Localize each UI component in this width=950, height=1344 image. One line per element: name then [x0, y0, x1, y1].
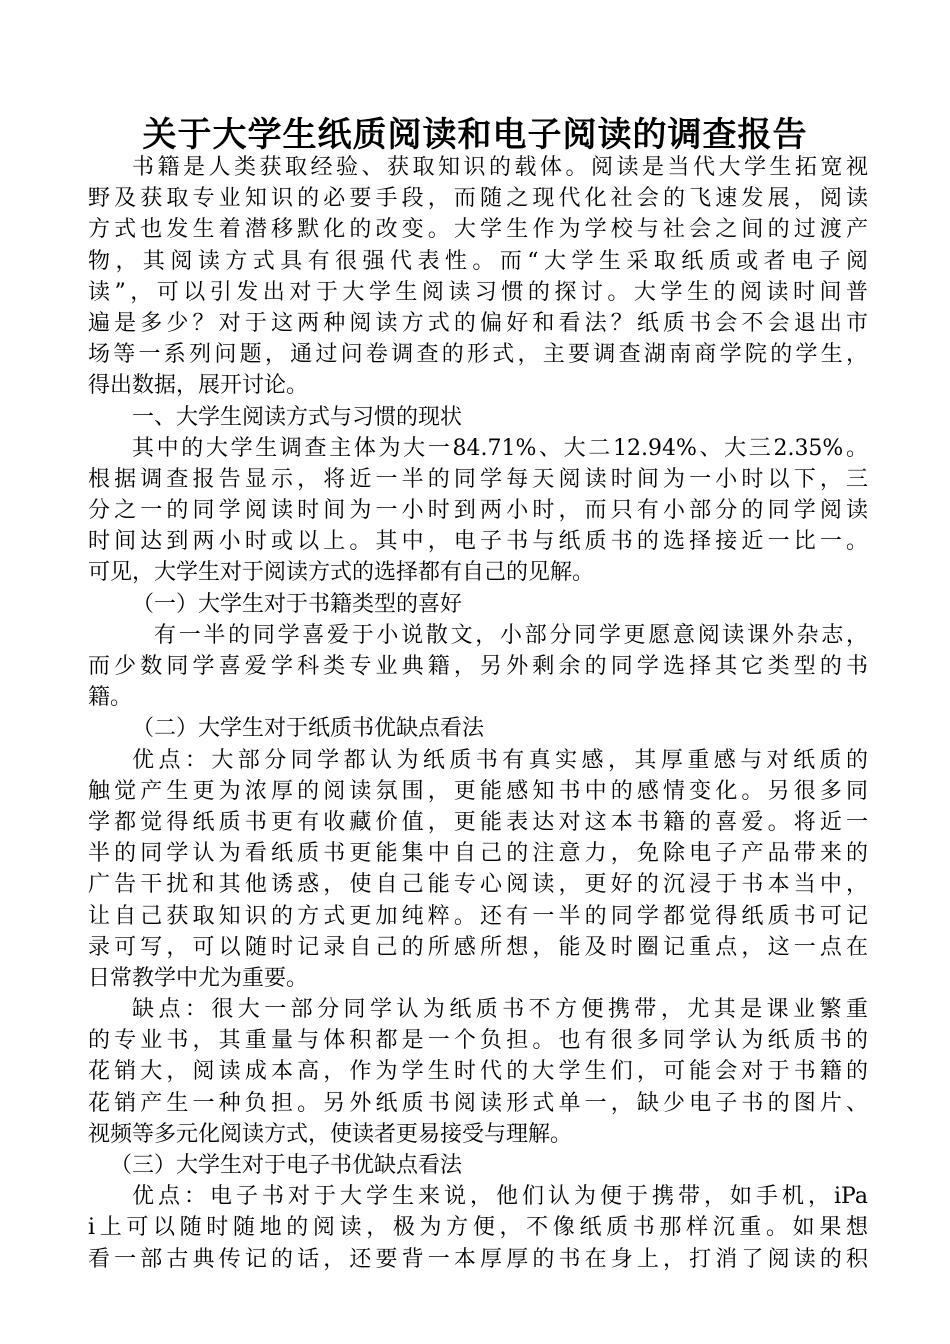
body-line: 学都觉得纸质书更有收藏价值，更能表达对这本书籍的喜爱。将近一 [88, 809, 868, 835]
body-line: 半的同学认为看纸质书更能集中自己的注意力，免除电子产品带来的 [88, 841, 868, 867]
document-body [88, 152, 868, 1275]
section-heading: （一）大学生对于书籍类型的喜好 [132, 591, 463, 617]
body-line: 根据调查报告显示，将近一半的同学每天阅读时间为一小时以下，三 [88, 466, 868, 492]
body-line: 优点：电子书对于大学生来说，他们认为便于携带，如手机，iPa [132, 1184, 868, 1210]
body-line: 籍。 [88, 685, 133, 711]
body-line: 分之一的同学阅读时间为一小时到两小时，而只有小部分的同学阅读 [88, 498, 868, 524]
body-line: 读”，可以引发出对于大学生阅读习惯的探讨。大学生的阅读时间普 [88, 279, 868, 305]
body-line: 让自己获取知识的方式更加纯粹。还有一半的同学都觉得纸质书可记 [88, 903, 868, 929]
body-line: 缺点：很大一部分同学认为纸质书不方便携带，尤其是课业繁重 [132, 997, 868, 1023]
body-line: 野及获取专业知识的必要手段，而随之现代化社会的飞速发展，阅读 [88, 186, 868, 212]
body-line: 而少数同学喜爱学科类专业典籍，另外剩余的同学选择其它类型的书 [88, 654, 868, 679]
section-heading: （三）大学生对于电子书优缺点看法 [110, 1153, 463, 1178]
body-line: 其中的大学生调查主体为大一84.71%、大二12.94%、大三2.35%。 [132, 435, 868, 461]
body-line: 广告干扰和其他诱惑，使自己能专心阅读，更好的沉浸于书本当中， [88, 872, 868, 898]
body-line: 时间达到两小时或以上。其中，电子书与纸质书的选择接近一比一。 [88, 529, 868, 555]
body-line: 的专业书，其重量与体积都是一个负担。也有很多同学认为纸质书的 [88, 1028, 868, 1054]
body-line: 视频等多元化阅读方式，使读者更易接受与理解。 [88, 1121, 573, 1147]
body-line: 录可写，可以随时记录自己的所感所想，能及时圈记重点，这一点在 [88, 934, 868, 960]
body-line: 可见，大学生对于阅读方式的选择都有自己的见解。 [88, 560, 595, 586]
body-line: 优点：大部分同学都认为纸质书有真实感，其厚重感与对纸质的 [132, 747, 868, 773]
body-line: 花销大，阅读成本高，作为学生时代的大学生们，可能会对于书籍的 [88, 1059, 868, 1085]
body-line: 书籍是人类获取经验、获取知识的载体。阅读是当代大学生拓宽视 [132, 155, 868, 180]
body-line: 遍是多少？对于这两种阅读方式的偏好和看法？纸质书会不会退出市 [88, 310, 868, 336]
body-line: 得出数据，展开讨论。 [88, 373, 309, 399]
body-line: 日常教学中尤为重要。 [88, 965, 309, 991]
section-heading: （二）大学生对于纸质书优缺点看法 [132, 716, 485, 742]
body-line: 看一部古典传记的话，还要背一本厚厚的书在身上，打消了阅读的积 [88, 1246, 868, 1272]
body-line: 方式也发生着潜移默化的改变。大学生作为学校与社会之间的过渡产 [88, 217, 868, 243]
body-line: 有一半的同学喜爱于小说散文，小部分同学更愿意阅读课外杂志， [154, 622, 868, 648]
body-line: 触觉产生更为浓厚的阅读氛围，更能感知书中的感情变化。另很多同 [88, 778, 868, 804]
body-line: i上可以随时随地的阅读，极为方便，不像纸质书那样沉重。如果想 [88, 1215, 868, 1241]
body-line: 物，其阅读方式具有很强代表性。而“大学生采取纸质或者电子阅 [88, 248, 868, 274]
body-line: 花销产生一种负担。另外纸质书阅读形式单一，缺少电子书的图片、 [88, 1090, 868, 1116]
body-line: 场等一系列问题，通过问卷调查的形式，主要调查湖南商学院的学生， [88, 342, 868, 368]
section-heading: 一、大学生阅读方式与习惯的现状 [132, 404, 463, 430]
document-title: 关于大学生纸质阅读和电子阅读的调查报告 [142, 114, 808, 155]
